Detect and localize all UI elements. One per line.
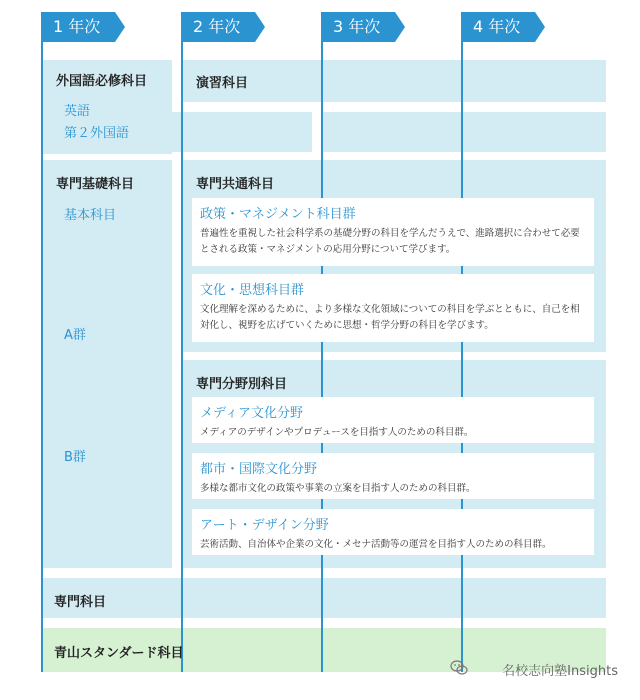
year-1-line	[41, 14, 43, 672]
foreign-language-heading: 外国語必修科目	[56, 74, 148, 89]
aoyama-standard-heading: 青山スタンダード科目	[54, 646, 184, 661]
policy-management-title: 政策・マネジメント科目群	[200, 207, 356, 222]
culture-thought-card	[192, 274, 594, 342]
year-3-line	[321, 14, 323, 672]
common-subjects-heading: 専門共通科目	[196, 177, 275, 192]
year-2-line	[181, 14, 183, 672]
group-b-label: B群	[64, 450, 86, 465]
culture-thought-desc: 文化理解を深めるために、より多様な文化領域についての科目を学ぶとともに、自己を相対化し、視野を広げていくために思想・哲学分野の科目を学びます。	[200, 304, 580, 331]
year-tab-4: 4 年次	[461, 12, 535, 42]
seminar-heading: 演習科目	[196, 76, 249, 91]
year-4-line	[461, 14, 463, 672]
basic-subjects-heading: 専門基礎科目	[56, 177, 135, 192]
second-foreign-language-label: 第２外国語	[64, 126, 130, 141]
urban-international-desc: 多様な都市文化の政策や事業の立案を目指す人のための科目群。	[200, 483, 476, 494]
art-design-title: アート・デザイン分野	[200, 518, 329, 533]
foreign-language-extension-panel	[172, 112, 312, 152]
year-tab-3: 3 年次	[321, 12, 395, 42]
basic-subject-label: 基本科目	[64, 208, 117, 223]
year-tab-1: 1 年次	[41, 12, 115, 42]
media-culture-desc: メディアのデザインやプロデュースを目指す人のための科目群。	[200, 427, 474, 438]
urban-international-card	[192, 453, 594, 499]
specialized-subjects-heading: 専門科目	[54, 595, 107, 610]
media-culture-card	[192, 397, 594, 443]
urban-international-title: 都市・国際文化分野	[200, 462, 318, 477]
culture-thought-title: 文化・思想科目群	[200, 283, 305, 298]
wechat-icon	[450, 659, 468, 677]
art-design-desc: 芸術活動、自治体や企業の文化・メセナ活動等の運営を目指す人のための科目群。	[200, 539, 552, 550]
art-design-card	[192, 509, 594, 555]
specialized-subjects-panel	[42, 578, 606, 618]
policy-management-card	[192, 198, 594, 266]
policy-management-desc: 普遍性を重視した社会科学系の基礎分野の科目を学んだうえで、進路選択に合わせて必要とされる政策・マネジメントの応用分野について学びます。	[200, 228, 580, 255]
seminar-panel-right	[322, 112, 606, 152]
year-tab-2: 2 年次	[181, 12, 255, 42]
group-a-label: A群	[64, 328, 86, 343]
english-label: 英語	[64, 104, 91, 119]
watermark-text: 名校志向塾Insights	[502, 664, 618, 679]
field-subjects-heading: 専門分野別科目	[196, 377, 288, 392]
media-culture-title: メディア文化分野	[200, 406, 303, 421]
